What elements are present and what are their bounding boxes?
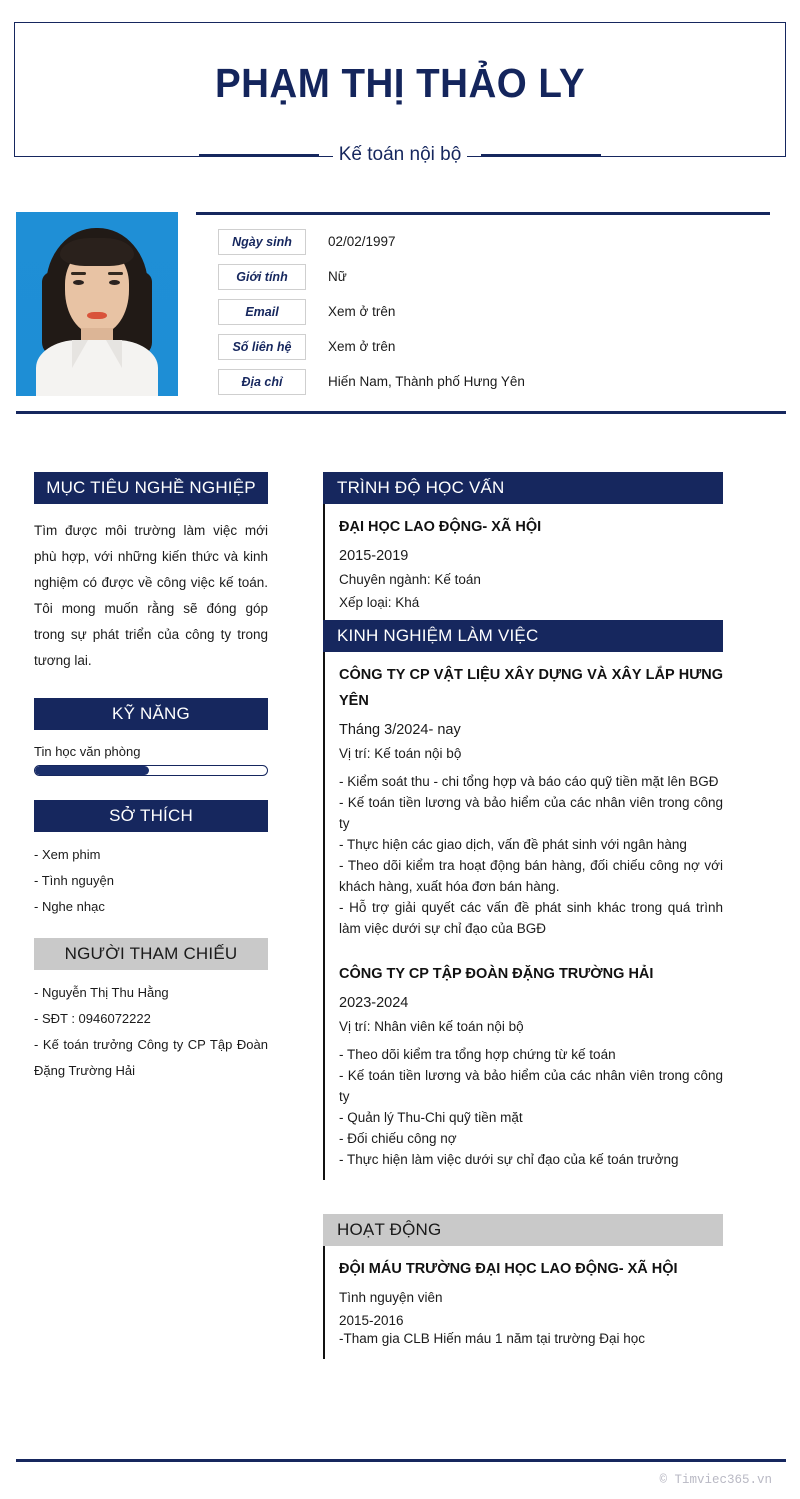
subtitle-rule-left	[199, 154, 319, 156]
contact-value-email: Xem ở trên	[328, 304, 396, 319]
list-item: - Theo dõi kiểm tra hoạt động bán hàng, đối chiếu công nợ với khách hàng, xuất hóa đơn bán hàng.	[339, 858, 723, 894]
section-header-education	[323, 472, 723, 504]
table-row	[218, 329, 778, 364]
list-item: - Xem phim	[34, 847, 101, 862]
list-item: - Theo dõi kiểm tra tổng hợp chứng từ kế toán	[339, 1047, 616, 1062]
section-header-objective	[34, 472, 268, 504]
activity-date: 2015-2016	[339, 1313, 404, 1328]
section-header-hobbies	[34, 800, 268, 832]
list-item: - Kế toán tiền lương và bảo hiểm của các nhân viên trong công ty	[339, 795, 723, 831]
section-header-references	[34, 938, 268, 970]
contact-label-address: Địa chỉ	[218, 369, 306, 395]
skill-label: Tin học văn phòng	[34, 744, 141, 759]
list-item: - Thực hiện làm việc dưới sự chỉ đạo của kế toán trưởng	[339, 1152, 679, 1167]
list-item: - Hỗ trợ giải quyết các vấn đề phát sinh khác trong quá trình làm việc dưới sự chỉ đạo của BGĐ	[339, 900, 723, 936]
contact-label-email: Email	[218, 299, 306, 325]
education-entry	[323, 504, 723, 620]
skill-progress-bar	[34, 765, 268, 776]
education-school: ĐẠI HỌC LAO ĐỘNG- XÃ HỘI	[339, 519, 542, 535]
references-list	[34, 980, 268, 1084]
footer-copyright: © Timviec365.vn	[659, 1473, 772, 1487]
list-item: - Nguyễn Thị Thu Hằng	[34, 985, 169, 1000]
education-grade: Xếp loại: Khá	[339, 595, 420, 610]
list-item: - Nghe nhạc	[34, 899, 105, 914]
contact-info-table	[218, 224, 778, 399]
eyebrow-right	[108, 272, 123, 275]
eyebrow-left	[71, 272, 86, 275]
experience-date: Tháng 3/2024- nay	[339, 722, 461, 738]
page-title: PHẠM THỊ THẢO LY	[214, 60, 586, 106]
list-item: - Tình nguyện	[34, 873, 114, 888]
main-content	[323, 472, 723, 1359]
experience-date: 2023-2024	[339, 995, 409, 1011]
avatar	[16, 212, 178, 396]
footer-divider	[16, 1459, 786, 1462]
sidebar	[34, 472, 268, 1084]
contact-value-birthday: 02/02/1997	[328, 234, 396, 249]
section-title-hobbies: SỞ THÍCH	[109, 806, 193, 825]
hobbies-section	[34, 800, 268, 920]
contact-value-gender: Nữ	[328, 269, 347, 284]
collar-right	[106, 340, 122, 368]
experience-company: CÔNG TY CP VẬT LIỆU XÂY DỰNG VÀ XÂY LẮP HƯNG YÊN	[339, 667, 723, 709]
education-date: 2015-2019	[339, 548, 409, 564]
collar-left	[72, 340, 88, 368]
section-spacer	[323, 1180, 723, 1214]
contact-label-phone: Số liên hệ	[218, 334, 306, 360]
section-title-education: TRÌNH ĐỘ HỌC VẤN	[337, 478, 505, 497]
fringe-shape	[60, 238, 134, 266]
contact-divider-bottom	[16, 411, 786, 414]
experience-company: CÔNG TY CP TẬP ĐOÀN ĐẶNG TRƯỜNG HẢI	[339, 966, 654, 982]
experience-position: Vị trí: Kế toán nội bộ	[339, 746, 462, 761]
experience-entry	[323, 652, 723, 1180]
list-item: - Thực hiện các giao dịch, vấn đề phát sinh với ngân hàng	[339, 837, 687, 852]
experience-bullets	[339, 1044, 723, 1170]
entry-spacer	[339, 939, 723, 961]
experience-bullets	[339, 771, 723, 939]
list-item: - Kế toán trưởng Công ty CP Tập Đoàn Đặng Trường Hải	[34, 1037, 268, 1078]
contact-value-address: Hiến Nam, Thành phố Hưng Yên	[328, 374, 525, 389]
table-row	[218, 259, 778, 294]
activity-detail: -Tham gia CLB Hiến máu 1 năm tại trường Đại học	[339, 1331, 646, 1346]
list-item: - SĐT : 0946072222	[34, 1011, 151, 1026]
table-row	[218, 294, 778, 329]
subtitle-rule-right	[481, 154, 601, 156]
skill-progress-fill	[35, 766, 149, 775]
contact-label-birthday: Ngày sinh	[218, 229, 306, 255]
eye-left	[73, 280, 84, 285]
contact-value-phone: Xem ở trên	[328, 339, 396, 354]
list-item: - Đối chiếu công nợ	[339, 1131, 457, 1146]
section-title-activities: HOẠT ĐỘNG	[337, 1220, 442, 1239]
list-item: - Kiểm soát thu - chi tổng hợp và báo cáo quỹ tiền mặt lên BGĐ	[339, 774, 719, 789]
job-title: Kế toán nội bộ	[333, 144, 468, 166]
list-item: - Quản lý Thu-Chi quỹ tiền mặt	[339, 1110, 523, 1125]
section-title-experience: KINH NGHIỆM LÀM VIỆC	[337, 626, 539, 645]
experience-position: Vị trí: Nhân viên kế toán nội bộ	[339, 1019, 524, 1034]
section-header-skills	[34, 698, 268, 730]
table-row	[218, 224, 778, 259]
section-header-experience	[323, 620, 723, 652]
table-row	[218, 364, 778, 399]
contact-divider-top	[196, 212, 770, 215]
objective-text: Tìm được môi trường làm việc mới phù hợp, với những kiến thức và kinh nghiệm có được về công việc kế toán. Tôi mong muốn rằng sẽ đóng góp trong sự phát triển của công ty trong tương lai.	[34, 523, 268, 668]
section-title-objective: MỤC TIÊU NGHỀ NGHIỆP	[46, 478, 256, 497]
activity-role: Tình nguyện viên	[339, 1290, 443, 1305]
contact-label-gender: Giới tính	[218, 264, 306, 290]
activity-organization: ĐỘI MÁU TRƯỜNG ĐẠI HỌC LAO ĐỘNG- XÃ HỘI	[339, 1261, 678, 1277]
portrait-illustration	[16, 212, 178, 396]
section-title-references: NGƯỜI THAM CHIẾU	[64, 944, 238, 963]
skills-section	[34, 698, 268, 776]
job-title-row	[14, 144, 786, 166]
section-title-skills: KỸ NĂNG	[112, 704, 190, 723]
education-major: Chuyên ngành: Kế toán	[339, 572, 481, 587]
hobbies-list	[34, 842, 268, 920]
section-header-activities	[323, 1214, 723, 1246]
list-item: - Kế toán tiền lương và bảo hiểm của các nhân viên trong công ty	[339, 1068, 723, 1104]
shirt-shape	[36, 340, 158, 396]
eye-right	[109, 280, 120, 285]
references-section	[34, 938, 268, 1084]
lips-shape	[87, 312, 107, 319]
activity-entry	[323, 1246, 723, 1359]
